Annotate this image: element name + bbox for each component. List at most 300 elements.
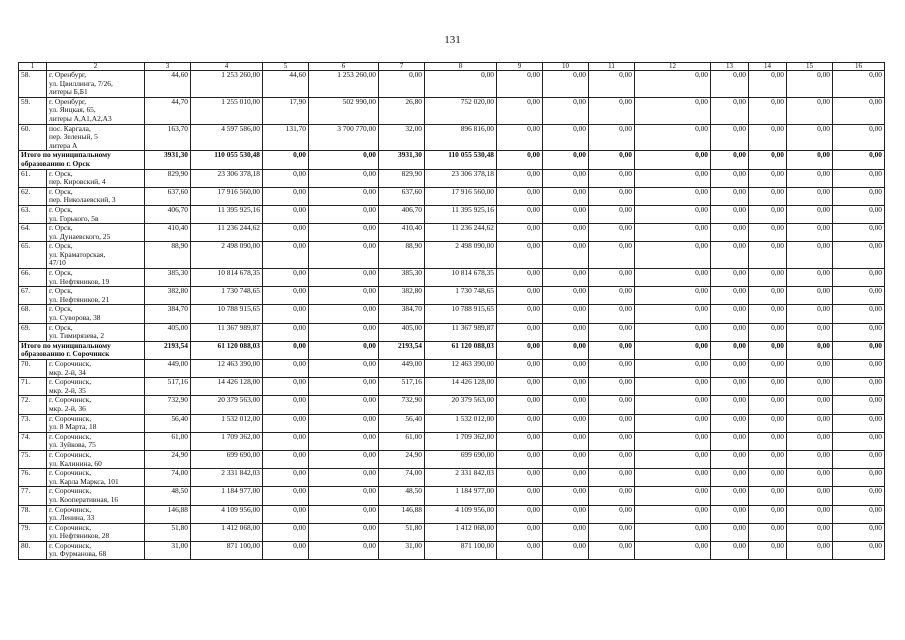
value-cell: 0,00 (711, 487, 749, 505)
value-cell: 0,00 (749, 378, 787, 396)
value-cell: 0,00 (497, 287, 543, 305)
column-number: 5 (263, 63, 309, 71)
table-row (19, 287, 885, 305)
value-cell: 0,00 (497, 341, 543, 359)
value-cell: 0,00 (589, 151, 635, 169)
value-cell: 0,00 (833, 287, 885, 305)
value-cell: 0,00 (787, 541, 833, 559)
row-index: 63. (19, 205, 47, 223)
value-cell: 0,00 (635, 224, 711, 242)
value-cell: 406,70 (145, 205, 191, 223)
value-cell: 110 055 530,48 (191, 151, 263, 169)
page-number: 131 (444, 34, 461, 46)
value-cell: 0,00 (833, 450, 885, 468)
value-cell: 0,00 (589, 469, 635, 487)
address-line: ул. Кооперативная, 16 (49, 494, 119, 504)
value-cell: 146,88 (379, 505, 425, 523)
value-cell: 0,00 (635, 71, 711, 98)
value-cell: 0,00 (787, 187, 833, 205)
value-cell: 0,00 (263, 323, 309, 341)
value-cell: 732,90 (379, 396, 425, 414)
value-cell: 0,00 (309, 487, 379, 505)
value-cell: 0,00 (787, 305, 833, 323)
value-cell: 871 100,00 (191, 541, 263, 559)
value-cell: 0,00 (543, 269, 589, 287)
value-cell: 0,00 (635, 432, 711, 450)
value-cell: 0,00 (263, 469, 309, 487)
table-row (19, 450, 885, 468)
address-line: г. Орск, (49, 169, 73, 178)
value-cell: 0,00 (787, 71, 833, 98)
value-cell: 0,00 (635, 269, 711, 287)
value-cell: 405,00 (145, 323, 191, 341)
address-cell (47, 71, 145, 98)
value-cell: 0,00 (309, 287, 379, 305)
value-cell: 829,90 (145, 169, 191, 187)
address-line: г. Сорочинск, (49, 486, 92, 496)
value-cell: 0,00 (309, 305, 379, 323)
value-cell: 0,00 (833, 378, 885, 396)
value-cell: 0,00 (711, 71, 749, 98)
address-line: пер. Николаевский, 3 (49, 195, 116, 205)
address-line: ул. Тимирязева, 2 (49, 331, 105, 341)
value-cell: 0,00 (263, 378, 309, 396)
value-cell: 0,00 (589, 305, 635, 323)
value-cell: 0,00 (589, 414, 635, 432)
address-line: ул. Цвиллинга, 7/26, (49, 78, 113, 88)
value-cell: 0,00 (833, 205, 885, 223)
column-number: 1 (19, 63, 47, 71)
value-cell: 0,00 (263, 360, 309, 378)
column-number: 16 (833, 63, 885, 71)
value-cell: 0,00 (635, 341, 711, 359)
value-cell: 0,00 (497, 242, 543, 269)
address-cell (47, 360, 145, 378)
value-cell: 0,00 (589, 505, 635, 523)
address-cell (47, 124, 145, 151)
value-cell: 896 816,00 (425, 124, 497, 151)
value-cell: 0,00 (543, 287, 589, 305)
value-cell: 0,00 (589, 242, 635, 269)
value-cell: 0,00 (543, 242, 589, 269)
value-cell: 0,00 (711, 323, 749, 341)
value-cell: 0,00 (589, 450, 635, 468)
value-cell: 17,90 (263, 97, 309, 124)
value-cell: 0,00 (589, 360, 635, 378)
value-cell: 0,00 (711, 187, 749, 205)
value-cell: 0,00 (589, 487, 635, 505)
value-cell: 14 426 128,00 (191, 378, 263, 396)
value-cell: 0,00 (749, 224, 787, 242)
value-cell: 0,00 (711, 523, 749, 541)
value-cell: 0,00 (589, 124, 635, 151)
value-cell: 20 379 563,00 (425, 396, 497, 414)
table-row (19, 360, 885, 378)
value-cell: 0,00 (263, 541, 309, 559)
value-cell: 17 916 560,00 (425, 187, 497, 205)
row-index: 67. (19, 287, 47, 305)
value-cell: 0,00 (589, 378, 635, 396)
value-cell: 384,70 (145, 305, 191, 323)
total-row (19, 341, 885, 359)
value-cell: 48,50 (145, 487, 191, 505)
address-cell (47, 541, 145, 559)
value-cell: 0,00 (749, 469, 787, 487)
value-cell: 44,60 (263, 71, 309, 98)
table-body (19, 63, 885, 560)
value-cell: 0,00 (635, 360, 711, 378)
value-cell: 0,00 (711, 242, 749, 269)
value-cell: 0,00 (497, 360, 543, 378)
address-cell (47, 269, 145, 287)
address-line: ул. Нефтяников, 21 (49, 294, 110, 304)
value-cell: 0,00 (497, 487, 543, 505)
table-row (19, 323, 885, 341)
value-cell: 0,00 (711, 341, 749, 359)
row-index: 69. (19, 323, 47, 341)
value-cell: 0,00 (635, 469, 711, 487)
value-cell: 0,00 (263, 287, 309, 305)
table-row (19, 169, 885, 187)
value-cell: 110 055 530,48 (425, 151, 497, 169)
value-cell: 0,00 (589, 432, 635, 450)
address-line: литера А (49, 140, 78, 150)
value-cell: 637,60 (379, 187, 425, 205)
value-cell: 637,60 (145, 187, 191, 205)
value-cell: 26,80 (379, 97, 425, 124)
value-cell: 0,00 (833, 523, 885, 541)
value-cell: 0,00 (787, 360, 833, 378)
value-cell: 0,00 (787, 341, 833, 359)
row-index: 68. (19, 305, 47, 323)
value-cell: 0,00 (543, 169, 589, 187)
value-cell: 0,00 (711, 414, 749, 432)
value-cell: 0,00 (787, 469, 833, 487)
value-cell: 0,00 (711, 432, 749, 450)
address-line: г. Орск, (49, 268, 73, 278)
value-cell: 0,00 (833, 305, 885, 323)
value-cell: 0,00 (497, 205, 543, 223)
table-row (19, 432, 885, 450)
value-cell: 0,00 (833, 414, 885, 432)
value-cell: 0,00 (711, 450, 749, 468)
value-cell: 17 916 560,00 (191, 187, 263, 205)
value-cell: 0,00 (635, 487, 711, 505)
address-cell (47, 505, 145, 523)
value-cell: 2 498 090,00 (425, 242, 497, 269)
value-cell: 4 109 956,00 (191, 505, 263, 523)
address-line: г. Сорочинск, (49, 377, 92, 387)
value-cell: 0,00 (589, 169, 635, 187)
column-number: 15 (787, 63, 833, 71)
address-line: ул. Яицкая, 65, (49, 105, 96, 115)
value-cell: 0,00 (787, 124, 833, 151)
value-cell: 0,00 (833, 269, 885, 287)
value-cell: 1 184 977,00 (425, 487, 497, 505)
table-row (19, 541, 885, 559)
value-cell: 0,00 (749, 242, 787, 269)
value-cell: 0,00 (711, 396, 749, 414)
value-cell: 3 700 770,00 (309, 124, 379, 151)
value-cell: 0,00 (497, 396, 543, 414)
value-cell: 0,00 (589, 341, 635, 359)
value-cell: 0,00 (263, 224, 309, 242)
value-cell: 14 426 128,00 (425, 378, 497, 396)
address-line: г. Орск, (49, 223, 73, 233)
value-cell: 0,00 (589, 224, 635, 242)
value-cell: 0,00 (635, 287, 711, 305)
value-cell: 0,00 (711, 97, 749, 124)
value-cell: 0,00 (635, 378, 711, 396)
value-cell: 0,00 (309, 378, 379, 396)
value-cell: 0,00 (497, 224, 543, 242)
table-row (19, 97, 885, 124)
value-cell: 0,00 (635, 205, 711, 223)
value-cell: 0,00 (711, 269, 749, 287)
value-cell: 1 412 068,00 (425, 523, 497, 541)
value-cell: 0,00 (309, 224, 379, 242)
value-cell: 0,00 (589, 269, 635, 287)
value-cell: 0,00 (787, 378, 833, 396)
value-cell: 384,70 (379, 305, 425, 323)
value-cell: 0,00 (543, 523, 589, 541)
value-cell: 0,00 (309, 169, 379, 187)
value-cell: 2 498 090,00 (191, 242, 263, 269)
value-cell: 0,00 (711, 541, 749, 559)
value-cell: 0,00 (263, 414, 309, 432)
value-cell: 385,30 (145, 269, 191, 287)
value-cell: 2 331 842,03 (425, 469, 497, 487)
value-cell: 31,00 (379, 541, 425, 559)
column-number: 11 (589, 63, 635, 71)
value-cell: 1 709 362,00 (425, 432, 497, 450)
value-cell: 0,00 (711, 360, 749, 378)
value-cell: 4 109 956,00 (425, 505, 497, 523)
value-cell: 0,00 (749, 269, 787, 287)
column-number: 13 (711, 63, 749, 71)
value-cell: 0,00 (749, 71, 787, 98)
value-cell: 0,00 (635, 450, 711, 468)
value-cell: 0,00 (543, 360, 589, 378)
value-cell: 410,40 (379, 224, 425, 242)
table-row (19, 71, 885, 98)
value-cell: 23 306 378,18 (191, 169, 263, 187)
column-number: 6 (309, 63, 379, 71)
row-index: 64. (19, 224, 47, 242)
value-cell: 23 306 378,18 (425, 169, 497, 187)
value-cell: 0,00 (497, 469, 543, 487)
address-line: мкр. 2-й, 36 (49, 403, 86, 413)
row-index: 61. (19, 169, 47, 187)
value-cell: 0,00 (635, 541, 711, 559)
value-cell: 61,00 (379, 432, 425, 450)
value-cell: 0,00 (497, 187, 543, 205)
value-cell: 0,00 (263, 151, 309, 169)
address-line: г. Оренбург, (49, 97, 87, 106)
value-cell: 829,90 (379, 169, 425, 187)
value-cell: 31,00 (145, 541, 191, 559)
value-cell: 0,00 (635, 169, 711, 187)
value-cell: 0,00 (263, 341, 309, 359)
value-cell: 10 814 678,35 (425, 269, 497, 287)
value-cell: 385,30 (379, 269, 425, 287)
column-number: 4 (191, 63, 263, 71)
address-line: ул. Фурманова, 68 (49, 549, 107, 559)
address-line: ул. Дунаевского, 25 (49, 231, 111, 241)
value-cell: 0,00 (309, 323, 379, 341)
value-cell: 0,00 (263, 205, 309, 223)
address-cell (47, 469, 145, 487)
address-line: г. Сорочинск, (49, 468, 92, 478)
value-cell: 0,00 (379, 71, 425, 98)
address-line: пос. Каргала, (49, 124, 91, 133)
table-row (19, 269, 885, 287)
address-cell (47, 205, 145, 223)
value-cell: 1 730 748,65 (191, 287, 263, 305)
value-cell: 0,00 (787, 450, 833, 468)
address-line: ул. Ленина, 33 (49, 513, 95, 523)
value-cell: 0,00 (263, 487, 309, 505)
value-cell: 0,00 (425, 71, 497, 98)
value-cell: 0,00 (711, 305, 749, 323)
table-row (19, 414, 885, 432)
row-index: 62. (19, 187, 47, 205)
value-cell: 0,00 (749, 287, 787, 305)
value-cell: 410,40 (145, 224, 191, 242)
value-cell: 0,00 (589, 396, 635, 414)
value-cell: 0,00 (263, 305, 309, 323)
value-cell: 88,90 (145, 242, 191, 269)
table-row (19, 378, 885, 396)
value-cell: 0,00 (833, 71, 885, 98)
value-cell: 0,00 (543, 432, 589, 450)
table-row (19, 396, 885, 414)
value-cell: 0,00 (787, 287, 833, 305)
value-cell: 11 367 989,87 (425, 323, 497, 341)
value-cell: 0,00 (749, 432, 787, 450)
value-cell: 0,00 (309, 450, 379, 468)
value-cell: 0,00 (833, 360, 885, 378)
value-cell: 0,00 (309, 242, 379, 269)
value-cell: 0,00 (833, 469, 885, 487)
value-cell: 517,16 (379, 378, 425, 396)
address-line: ул. 8 Марта, 18 (49, 422, 97, 432)
value-cell: 0,00 (833, 323, 885, 341)
value-cell: 3931,30 (145, 151, 191, 169)
value-cell: 0,00 (833, 169, 885, 187)
address-line: г. Орск, (49, 286, 73, 296)
table-row (19, 523, 885, 541)
value-cell: 0,00 (497, 305, 543, 323)
value-cell: 0,00 (263, 169, 309, 187)
value-cell: 0,00 (309, 205, 379, 223)
row-index: 74. (19, 432, 47, 450)
address-line: ул. Суворова, 38 (49, 313, 101, 323)
value-cell: 0,00 (833, 396, 885, 414)
address-cell (47, 242, 145, 269)
value-cell: 10 814 678,35 (191, 269, 263, 287)
value-cell: 0,00 (635, 187, 711, 205)
value-cell: 0,00 (833, 224, 885, 242)
value-cell: 406,70 (379, 205, 425, 223)
value-cell: 61 120 088,03 (191, 341, 263, 359)
value-cell: 0,00 (543, 71, 589, 98)
value-cell: 0,00 (749, 523, 787, 541)
value-cell: 0,00 (497, 124, 543, 151)
value-cell: 0,00 (787, 151, 833, 169)
value-cell: 0,00 (589, 523, 635, 541)
value-cell: 51,80 (145, 523, 191, 541)
value-cell: 0,00 (589, 187, 635, 205)
table-row (19, 124, 885, 151)
value-cell: 146,88 (145, 505, 191, 523)
value-cell: 0,00 (263, 523, 309, 541)
value-cell: 0,00 (543, 341, 589, 359)
table-row (19, 487, 885, 505)
address-line: г. Орск, (49, 304, 73, 314)
table-row (19, 505, 885, 523)
program-table (18, 62, 885, 560)
value-cell: 0,00 (711, 151, 749, 169)
value-cell: 0,00 (749, 305, 787, 323)
value-cell: 0,00 (635, 323, 711, 341)
value-cell: 0,00 (543, 305, 589, 323)
value-cell: 0,00 (787, 169, 833, 187)
value-cell: 0,00 (543, 505, 589, 523)
row-index: 71. (19, 378, 47, 396)
value-cell: 0,00 (833, 151, 885, 169)
value-cell: 0,00 (749, 169, 787, 187)
value-cell: 0,00 (711, 169, 749, 187)
column-number: 10 (543, 63, 589, 71)
value-cell: 0,00 (749, 124, 787, 151)
column-number: 3 (145, 63, 191, 71)
value-cell: 699 690,00 (425, 450, 497, 468)
value-cell: 0,00 (497, 523, 543, 541)
value-cell: 0,00 (263, 242, 309, 269)
value-cell: 0,00 (309, 269, 379, 287)
value-cell: 1 184 977,00 (191, 487, 263, 505)
value-cell: 0,00 (543, 414, 589, 432)
value-cell: 0,00 (309, 432, 379, 450)
value-cell: 0,00 (635, 396, 711, 414)
value-cell: 0,00 (263, 450, 309, 468)
value-cell: 0,00 (497, 432, 543, 450)
value-cell: 0,00 (497, 97, 543, 124)
address-cell (47, 450, 145, 468)
value-cell: 0,00 (589, 205, 635, 223)
address-cell (47, 487, 145, 505)
address-line: г. Сорочинск, (49, 395, 92, 405)
value-cell: 0,00 (749, 205, 787, 223)
value-cell: 0,00 (749, 450, 787, 468)
address-line: г. Сорочинск, (49, 541, 92, 550)
value-cell: 0,00 (263, 396, 309, 414)
value-cell: 0,00 (711, 124, 749, 151)
value-cell: 0,00 (497, 323, 543, 341)
value-cell: 0,00 (749, 97, 787, 124)
address-line: г. Сорочинск, (49, 432, 92, 441)
value-cell: 1 532 012,00 (191, 414, 263, 432)
value-cell: 0,00 (711, 205, 749, 223)
value-cell: 0,00 (309, 341, 379, 359)
address-line: г. Сорочинск, (49, 359, 92, 368)
address-line: ул. Краматорская, (49, 249, 106, 259)
row-index: 80. (19, 541, 47, 559)
value-cell: 0,00 (787, 205, 833, 223)
value-cell: 0,00 (543, 378, 589, 396)
value-cell: 0,00 (543, 541, 589, 559)
